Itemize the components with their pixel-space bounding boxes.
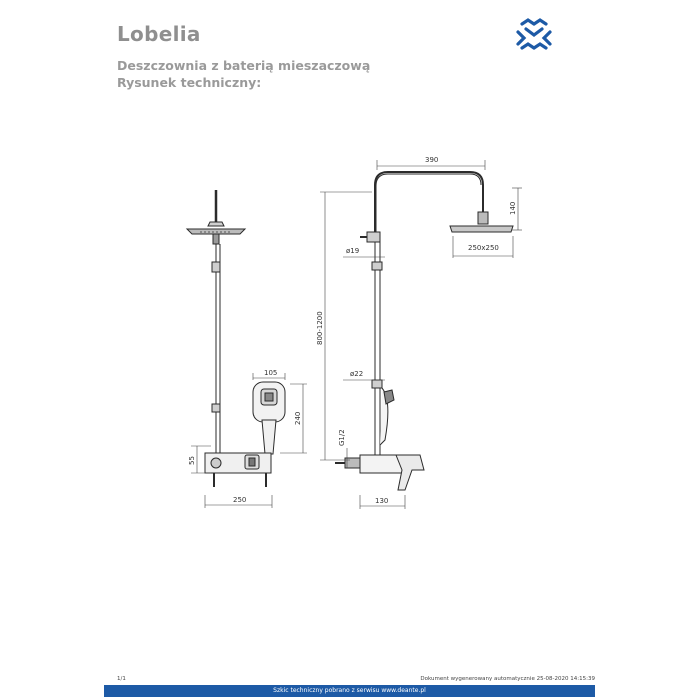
generated-timestamp: Dokument wygenerowany automatycznie 25-08-2020 14:15:39	[420, 676, 595, 682]
page-number: 1/1	[117, 676, 126, 682]
dim-800-1200: 800-1200	[316, 311, 324, 345]
product-description: Deszczownia z baterią mieszaczową	[117, 58, 371, 73]
dim-55: 55	[188, 456, 196, 465]
dim-390: 390	[425, 156, 439, 164]
dim-g12: G1/2	[338, 429, 346, 446]
dim-130: 130	[375, 497, 389, 505]
drawing-label: Rysunek techniczny:	[117, 75, 262, 90]
dim-105: 105	[264, 369, 278, 377]
dim-140: 140	[509, 201, 517, 215]
dim-250x250: 250x250	[468, 244, 499, 252]
dim-240: 240	[294, 411, 302, 425]
dim-250: 250	[233, 496, 247, 504]
page-title: Lobelia	[117, 22, 201, 46]
footer-source-bar: Szkic techniczny pobrano z serwisu www.deante.pl	[104, 685, 595, 697]
dim-19: ø19	[346, 247, 360, 255]
dim-22: ø22	[350, 370, 364, 378]
